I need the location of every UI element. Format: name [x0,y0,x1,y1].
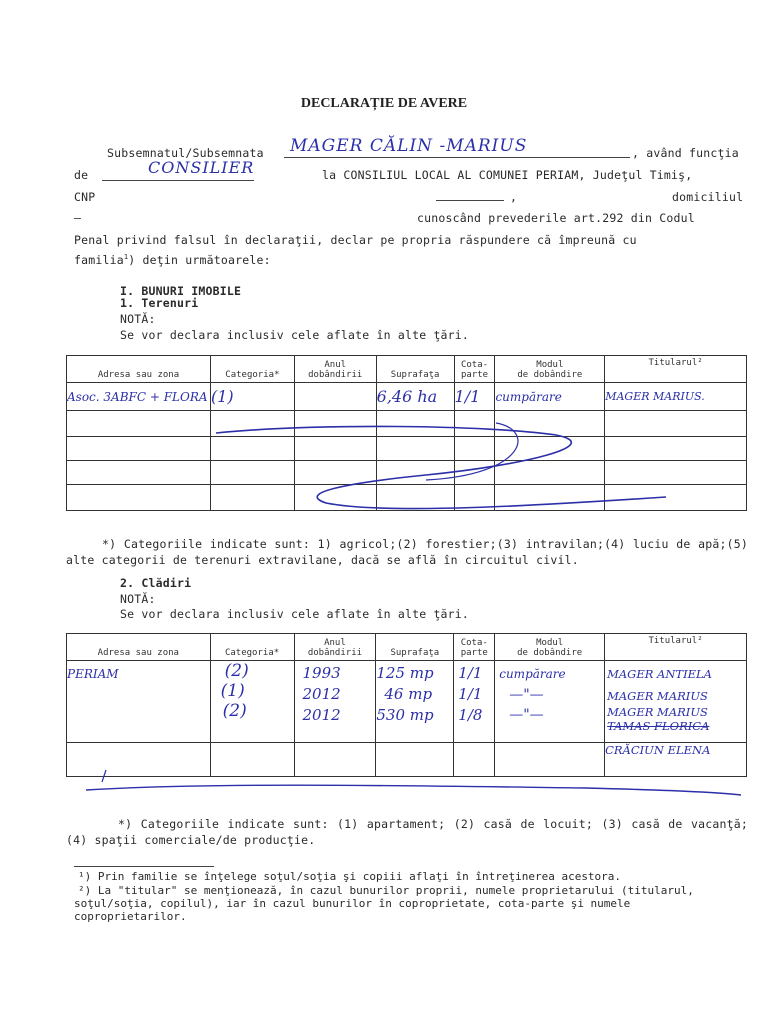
section1-nota: NOTĂ: [120,312,156,326]
header-categoria: Categoria* [210,634,294,661]
terenuri-r1-suprafata: 6,46 ha [376,383,454,411]
section1-nota-text: Se vor declara inclusiv cele aflate în alte ţări. [120,328,470,342]
section2-heading: 2. Clădiri [120,576,192,590]
table-row [67,661,747,743]
cladiri-suprafata-cell [376,661,454,743]
cladiri-modul-cell [495,661,605,743]
header-adresa: Adresa sau zona [67,356,211,383]
cladiri-adresa-cell [67,661,211,743]
familia-text [74,253,271,267]
cladiri-r1-suprafata: 125 mp [376,664,434,682]
cladiri-anul-cell [294,661,376,743]
header-anul: Anul dobândirii [294,356,376,383]
cladiri-titularul-cell [605,661,747,743]
cladiri-r3-anul: 2012 [302,706,341,724]
cnp-underline [436,200,504,201]
header-suprafata: Suprafaţa [376,634,454,661]
cladiri-r2-modul: —"— [509,687,544,703]
la-consiliul-text: la CONSILIUL LOCAL AL COMUNEI PERIAM, Judeţul Timiş, [322,168,693,182]
name-underline [284,157,630,158]
terenuri-r1-adresa: Asoc. 3ABFC + FLORA [67,383,211,411]
domiciliul-label: domiciliul [672,190,744,204]
header-adresa: Adresa sau zona [67,634,211,661]
cunoscand-text: cunoscând prevederile art.292 din Codul [417,211,695,225]
cnp-comma: , [510,190,518,204]
header-categoria: Categoria* [210,356,294,383]
cladiri-r2-suprafata: 46 mp [384,685,433,703]
function-underline [102,180,254,181]
note-cladiri: *) Categoriile indicate sunt: (1) apartament; (2) casă de locuit; (3) casă de vacanţă; (4) spaţii comerciale/de producţie. [66,817,748,847]
section2-nota: NOTĂ: [120,592,156,606]
cladiri-r1-titularul: MAGER ANTIELA [607,667,712,681]
cladiri-r3-cota: 1/8 [458,706,483,724]
cladiri-r3-categoria: (2) [222,701,247,721]
name-handwritten: MAGER CĂLIN -MARIUS [290,136,528,156]
header-cota: Cota- parte [454,356,495,383]
cladiri-r5-titularul: CRĂCIUN ELENA [605,743,711,757]
cladiri-r1-categoria: (2) [224,661,249,681]
terenuri-r1-categoria: (1) [210,383,294,411]
de-label: de [74,168,89,182]
section2-nota-text: Se vor declara inclusiv cele aflate în alte ţări. [120,607,470,621]
terenuri-header-row [67,356,747,383]
section1-heading: I. BUNURI IMOBILE [120,284,242,298]
cladiri-r3-titularul: MAGER MARIUS [607,705,708,719]
header-anul: Anul dobândirii [294,634,376,661]
terenuri-r1-cota: 1/1 [454,383,495,411]
note-terenuri: *) Categoriile indicate sunt: 1) agricol;(2) forestier;(3) intravilan;(4) luciu de apă;(5) alte categorii de terenuri extravilane, dacă se află în circuitul civil. [66,537,748,567]
footnote-1: ¹) Prin familie se înţelege soţul/soţia şi copiii aflaţi în întreţinerea acestora. [78,870,622,883]
cladiri-r2-titularul: MAGER MARIUS [607,689,708,703]
cladiri-r1-anul: 1993 [302,664,341,682]
cladiri-r3-modul: —"— [509,707,544,723]
function-handwritten: CONSILIER [148,158,255,177]
header-modul: Modul de dobândire [495,356,605,383]
subsemnatul-label: Subsemnatul/Subsemnata [107,146,264,160]
cladiri-cota-cell [454,661,495,743]
cladiri-r3-suprafata: 530 mp [376,706,434,724]
cladiri-r1-cota: 1/1 [458,664,483,682]
header-modul: Modul de dobândire [495,634,605,661]
cladiri-strike-scribble [66,760,747,810]
cnp-label: CNP [74,190,96,204]
cladiri-r2-cota: 1/1 [458,685,483,703]
cladiri-r1-modul: cumpărare [499,667,566,681]
cladiri-r2-categoria: (1) [220,681,245,701]
footnote-separator [74,866,214,867]
terenuri-r1-modul: cumpărare [495,383,605,411]
header-titularul: Titularul² [605,634,747,661]
familia-rest: ) deţin următoarele: [128,253,271,267]
terenuri-strike-scribble [66,405,747,520]
cladiri-table [66,633,747,777]
cladiri-r4-titularul: TAMAS FLORICA [607,719,710,733]
cladiri-categoria-cell [210,661,294,743]
header-titularul: Titularul² [605,356,747,383]
page-title: DECLARAȚIE DE AVERE [300,96,468,111]
cladiri-r2-anul: 2012 [302,685,341,703]
familia-word: familia [74,253,124,267]
cladiri-header-row [67,634,747,661]
avand-functia-text: , având funcţia [632,146,739,160]
cladiri-r1-adresa: PERIAM [67,667,119,681]
footnote-2: ²) La "titular" se menţionează, în cazul bunurilor proprii, numele proprietarului (titularul, soţul/soţia, copilul), iar în cazul bunurilor în coproprietate, cota-parte şi numele coproprietarilor. [74,884,694,923]
dash-mark: – [74,211,82,225]
section1-subheading: 1. Terenuri [120,296,199,310]
familia-footnote-ref: 1 [123,253,129,262]
header-suprafata: Suprafaţa [376,356,454,383]
header-cota: Cota- parte [454,634,495,661]
penal-text: Penal privind falsul în declaraţii, declar pe propria răspundere că împreună cu [74,233,637,247]
terenuri-r1-titularul: MAGER MARIUS. [605,383,747,411]
